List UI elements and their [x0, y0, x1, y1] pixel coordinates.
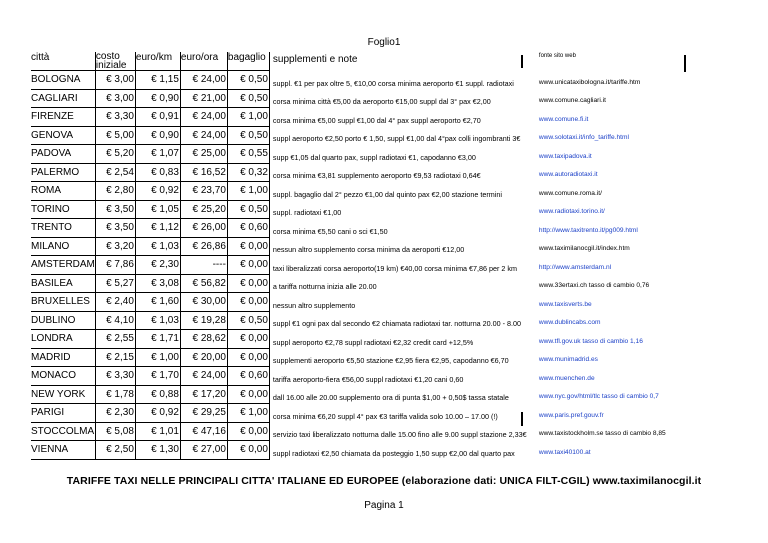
header-base-fare: costo iniziale: [95, 52, 135, 71]
city-cell: PALERMO: [31, 163, 95, 182]
source-link[interactable]: www.solotaxi.it/info_tariffe.html: [538, 134, 629, 141]
source-cell: [532, 71, 692, 90]
base-fare-cell: € 3,00: [95, 89, 135, 108]
source-cell: [532, 163, 692, 182]
header-notes: supplementi e note: [272, 54, 358, 65]
notes-text: supplementi aeroporto €5,50 stazione €2,95 fiera €2,95, capodanno €6,70: [272, 356, 509, 365]
baggage-cell: € 0,32: [227, 163, 269, 182]
city-cell: MADRID: [31, 348, 95, 367]
notes-text: corsa minima città €5,00 da aeroporto €15,00 suppl dal 3° pax €2,00: [272, 97, 491, 106]
city-cell: TORINO: [31, 200, 95, 219]
per-km-cell: € 0,92: [135, 404, 180, 423]
header-source: fonte sito web: [538, 53, 576, 59]
header-source-cell: [532, 52, 692, 71]
notes-cell: [269, 422, 532, 441]
base-fare-cell: € 5,00: [95, 126, 135, 145]
per-hour-cell: € 24,00: [180, 126, 227, 145]
notes-text: suppl radiotaxi €2,50 chiamata da posteggio 1,50 supp €2,00 dal quarto pax: [272, 448, 515, 458]
base-fare-cell: € 2,50: [95, 441, 135, 460]
baggage-cell: € 0,00: [227, 256, 269, 275]
source-link[interactable]: http://www.amsterdam.nl: [538, 263, 612, 271]
table-row: [31, 256, 692, 275]
per-km-cell: € 1,07: [135, 145, 180, 164]
baggage-cell: € 0,00: [227, 348, 269, 367]
table-row: [31, 219, 692, 238]
notes-cell: [269, 404, 532, 423]
source-link[interactable]: www.radiotaxi.torino.it/: [538, 208, 605, 215]
per-hour-cell: € 30,00: [180, 293, 227, 312]
baggage-cell: € 0,00: [227, 237, 269, 256]
source-cell: [532, 126, 692, 145]
per-hour-cell: € 24,00: [180, 108, 227, 127]
notes-text: suppl €1 ogni pax dal secondo €2 chiamata radiotaxi tar. notturna 20.00 - 8.00: [272, 319, 522, 328]
base-fare-cell: € 2,80: [95, 182, 135, 201]
base-fare-cell: € 3,00: [95, 71, 135, 90]
notes-cell: [269, 385, 532, 404]
notes-text: tariffa aeroporto-fiera €56,00 suppl radiotaxi €1,20 cani 0,60: [272, 374, 464, 384]
header-row: [31, 52, 692, 71]
baggage-cell: € 0,50: [227, 71, 269, 90]
notes-text: nessun altro supplemento corsa minima da aeroporti €12,00: [272, 245, 465, 254]
notes-text: suppl. €1 per pax oltre 5, €10,00 corsa minima aeroporto €1 suppl. radiotaxi: [272, 78, 514, 88]
per-hour-cell: € 56,82: [180, 274, 227, 293]
notes-cell: [269, 274, 532, 293]
baggage-cell: € 0,00: [227, 330, 269, 349]
per-km-cell: € 1,03: [135, 311, 180, 330]
header-per-km: euro/km: [135, 52, 180, 71]
baggage-cell: € 0,00: [227, 441, 269, 460]
per-km-cell: € 0,83: [135, 163, 180, 182]
source-cell: [532, 256, 692, 275]
per-km-cell: € 1,12: [135, 219, 180, 238]
per-km-cell: € 1,05: [135, 200, 180, 219]
city-cell: PADOVA: [31, 145, 95, 164]
source-link[interactable]: www.muenchen.de: [538, 374, 595, 382]
table-row: [31, 71, 692, 90]
per-hour-cell: € 27,00: [180, 441, 227, 460]
notes-text: dall 16.00 alle 20.00 supplemento ora di punta $1,00 + 0,50$ tassa statale: [272, 393, 509, 402]
city-cell: AMSTERDAM: [31, 256, 95, 275]
city-cell: BASILEA: [31, 274, 95, 293]
per-km-cell: € 1,01: [135, 422, 180, 441]
baggage-cell: € 0,00: [227, 274, 269, 293]
per-hour-cell: € 25,00: [180, 145, 227, 164]
per-km-cell: € 0,90: [135, 126, 180, 145]
source-link[interactable]: www.munimadrid.es: [538, 356, 598, 363]
source-cell: [532, 385, 692, 404]
baggage-cell: € 0,50: [227, 200, 269, 219]
table-row: [31, 108, 692, 127]
table-row: [31, 145, 692, 164]
source-cell: [532, 200, 692, 219]
city-cell: TRENTO: [31, 219, 95, 238]
table-row: [31, 237, 692, 256]
page-number: Pagina 1: [364, 500, 404, 511]
source-cell: [532, 441, 692, 460]
fares-table: [31, 52, 692, 460]
baggage-cell: € 1,00: [227, 108, 269, 127]
city-cell: ROMA: [31, 182, 95, 201]
table-row: [31, 385, 692, 404]
base-fare-cell: € 7,86: [95, 256, 135, 275]
notes-cell: [269, 367, 532, 386]
city-cell: FIRENZE: [31, 108, 95, 127]
notes-text: suppl aeroporto €2,78 suppl radiotaxi €2,32 credit card +12,5%: [272, 337, 474, 347]
base-fare-cell: € 3,30: [95, 367, 135, 386]
city-cell: BOLOGNA: [31, 71, 95, 90]
per-hour-cell: € 20,00: [180, 348, 227, 367]
baggage-cell: € 0,50: [227, 311, 269, 330]
notes-cell: [269, 163, 532, 182]
source-text: www.33ertaxi.ch tasso di cambio 0,76: [538, 282, 650, 289]
notes-cell: [269, 71, 532, 90]
notes-text: corsa minima €5,00 suppl €1,00 dal 4° pax suppl aeroporto €2,70: [272, 115, 481, 125]
notes-text: suppl aeroporto €2,50 porto € 1,50, suppl €1,00 dal 4°pax colli ingombranti 3€: [272, 134, 521, 143]
per-hour-cell: € 29,25: [180, 404, 227, 423]
city-cell: STOCCOLMA: [31, 422, 95, 441]
baggage-cell: € 0,00: [227, 385, 269, 404]
per-km-cell: € 1,70: [135, 367, 180, 386]
table-row: [31, 126, 692, 145]
table-row: [31, 367, 692, 386]
base-fare-cell: € 2,30: [95, 404, 135, 423]
source-cell: [532, 219, 692, 238]
city-cell: PARIGI: [31, 404, 95, 423]
notes-cell: [269, 200, 532, 219]
source-cell: [532, 330, 692, 349]
city-cell: MILANO: [31, 237, 95, 256]
per-hour-cell: € 26,86: [180, 237, 227, 256]
per-hour-cell: € 23,70: [180, 182, 227, 201]
source-cell: [532, 367, 692, 386]
header-baggage: bagaglio: [227, 52, 269, 71]
baggage-cell: € 1,00: [227, 404, 269, 423]
base-fare-cell: € 5,08: [95, 422, 135, 441]
table-row: [31, 274, 692, 293]
column-marker: [684, 55, 686, 72]
baggage-cell: € 0,50: [227, 126, 269, 145]
baggage-cell: € 0,50: [227, 89, 269, 108]
per-hour-cell: € 24,00: [180, 367, 227, 386]
source-cell: [532, 404, 692, 423]
notes-cell: [269, 219, 532, 238]
city-cell: GENOVA: [31, 126, 95, 145]
per-km-cell: € 1,30: [135, 441, 180, 460]
table-row: [31, 89, 692, 108]
notes-cell: [269, 330, 532, 349]
sheet-title: Foglio1: [367, 37, 401, 48]
per-km-cell: € 1,71: [135, 330, 180, 349]
per-km-cell: € 1,00: [135, 348, 180, 367]
table-row: [31, 163, 692, 182]
per-km-cell: € 0,92: [135, 182, 180, 201]
notes-cell: [269, 182, 532, 201]
city-cell: BRUXELLES: [31, 293, 95, 312]
per-hour-cell: € 47,16: [180, 422, 227, 441]
table-row: [31, 330, 692, 349]
per-hour-cell: € 17,20: [180, 385, 227, 404]
notes-text: corsa minima €6,20 suppl 4° pax €3 tariffa valida solo 10.00 – 17.00 (!): [272, 411, 498, 421]
notes-cell: [269, 145, 532, 164]
source-link[interactable]: www.dublincabs.com: [538, 319, 601, 326]
notes-text: a tariffa notturna inizia alle 20.00: [272, 282, 377, 291]
notes-text: servizio taxi liberalizzato notturna dalle 15.00 fino alle 9.00 suppl stazione 2,33€: [272, 430, 527, 439]
per-km-cell: € 1,03: [135, 237, 180, 256]
per-km-cell: € 3,08: [135, 274, 180, 293]
per-hour-cell: € 25,20: [180, 200, 227, 219]
source-text: www.unicataxibologna.it/tariffe.htm: [538, 78, 641, 86]
notes-text: corsa minima €3,81 supplemento aeroporto €9,53 radiotaxi 0,64€: [272, 171, 481, 180]
table-row: [31, 422, 692, 441]
base-fare-cell: € 3,50: [95, 219, 135, 238]
source-cell: [532, 422, 692, 441]
baggage-cell: € 0,00: [227, 293, 269, 312]
base-fare-cell: € 2,55: [95, 330, 135, 349]
table-row: [31, 293, 692, 312]
base-fare-cell: € 4,10: [95, 311, 135, 330]
base-fare-cell: € 3,50: [95, 200, 135, 219]
city-cell: MONACO: [31, 367, 95, 386]
per-km-cell: € 2,30: [135, 256, 180, 275]
source-cell: [532, 182, 692, 201]
base-fare-cell: € 5,20: [95, 145, 135, 164]
source-link[interactable]: www.taxisverts.be: [538, 300, 592, 308]
table-row: [31, 441, 692, 460]
per-km-cell: € 0,88: [135, 385, 180, 404]
header-notes-cell: [269, 52, 532, 71]
base-fare-cell: € 2,54: [95, 163, 135, 182]
city-cell: VIENNA: [31, 441, 95, 460]
base-fare-cell: € 3,30: [95, 108, 135, 127]
notes-cell: [269, 237, 532, 256]
source-text: www.comune.roma.it/: [538, 189, 602, 197]
header-per-hour: euro/ora: [180, 52, 227, 71]
base-fare-cell: € 2,15: [95, 348, 135, 367]
base-fare-cell: € 3,20: [95, 237, 135, 256]
source-link[interactable]: www.tfl.gov.uk tasso di cambio 1,16: [538, 337, 643, 345]
source-link[interactable]: www.nyc.gov/html/tlc tasso di cambio 0,7: [538, 393, 659, 400]
baggage-cell: € 0,55: [227, 145, 269, 164]
header-city: città: [31, 52, 95, 71]
per-km-cell: € 1,15: [135, 71, 180, 90]
source-link[interactable]: www.autoradiotaxi.it: [538, 171, 598, 178]
source-cell: [532, 311, 692, 330]
table-row: [31, 311, 692, 330]
per-km-cell: € 1,60: [135, 293, 180, 312]
per-km-cell: € 0,90: [135, 89, 180, 108]
notes-text: suppl. bagaglio dal 2° pezzo €1,00 dal quinto pax €2,00 stazione termini: [272, 189, 502, 199]
per-hour-cell: € 28,62: [180, 330, 227, 349]
source-cell: [532, 89, 692, 108]
source-cell: [532, 293, 692, 312]
notes-text: corsa minima €5,50 cani o sci €1,50: [272, 226, 388, 236]
table-row: [31, 182, 692, 201]
city-cell: NEW YORK: [31, 385, 95, 404]
source-cell: [532, 237, 692, 256]
per-hour-cell: € 21,00: [180, 89, 227, 108]
per-hour-cell: ----: [180, 256, 227, 275]
city-cell: CAGLIARI: [31, 89, 95, 108]
notes-cell: [269, 441, 532, 460]
baggage-cell: € 0,00: [227, 422, 269, 441]
per-km-cell: € 0,91: [135, 108, 180, 127]
notes-text: taxi liberalizzati corsa aeroporto(19 km) €40,00 corsa minima €7,86 per 2 km: [272, 263, 517, 273]
source-link[interactable]: www.comune.fi.it: [538, 115, 589, 123]
per-hour-cell: € 24,00: [180, 71, 227, 90]
source-link[interactable]: www.paris.pref.gouv.fr: [538, 411, 604, 419]
column-marker: [521, 412, 523, 426]
source-link[interactable]: http://www.taxitrento.it/pg009.html: [538, 226, 638, 234]
base-fare-cell: € 5,27: [95, 274, 135, 293]
column-marker: [521, 55, 523, 68]
notes-cell: [269, 256, 532, 275]
notes-cell: [269, 108, 532, 127]
source-cell: [532, 348, 692, 367]
notes-cell: [269, 293, 532, 312]
baggage-cell: € 0,60: [227, 219, 269, 238]
per-hour-cell: € 19,28: [180, 311, 227, 330]
source-cell: [532, 145, 692, 164]
source-cell: [532, 274, 692, 293]
per-hour-cell: € 16,52: [180, 163, 227, 182]
table-row: [31, 348, 692, 367]
table-row: [31, 200, 692, 219]
city-cell: DUBLINO: [31, 311, 95, 330]
table-caption: TARIFFE TAXI NELLE PRINCIPALI CITTA' ITALIANE ED EUROPEE (elaborazione dati: UNICA FILT-CGIL) www.taximilanocgil.it: [66, 475, 702, 487]
notes-text: suppl. radiotaxi €1,00: [272, 208, 342, 217]
city-cell: LONDRA: [31, 330, 95, 349]
notes-text: supp €1,05 dal quarto pax, suppl radiotaxi €1, capodanno €3,00: [272, 152, 476, 162]
source-text: www.taxistockholm.se tasso di cambio 8,85: [538, 430, 666, 437]
source-link[interactable]: www.taxipadova.it: [538, 152, 592, 160]
base-fare-cell: € 1,78: [95, 385, 135, 404]
source-link[interactable]: www.taxi40100.at: [538, 448, 591, 456]
source-cell: [532, 108, 692, 127]
source-text: www.comune.cagliari.it: [538, 97, 606, 104]
baggage-cell: € 0,60: [227, 367, 269, 386]
notes-text: nessun altro supplemento: [272, 300, 356, 310]
source-text: www.taximilanocgil.it/index.htm: [538, 245, 630, 252]
table-row: [31, 404, 692, 423]
per-hour-cell: € 26,00: [180, 219, 227, 238]
notes-cell: [269, 126, 532, 145]
notes-cell: [269, 311, 532, 330]
notes-cell: [269, 348, 532, 367]
notes-cell: [269, 89, 532, 108]
base-fare-cell: € 2,40: [95, 293, 135, 312]
baggage-cell: € 1,00: [227, 182, 269, 201]
